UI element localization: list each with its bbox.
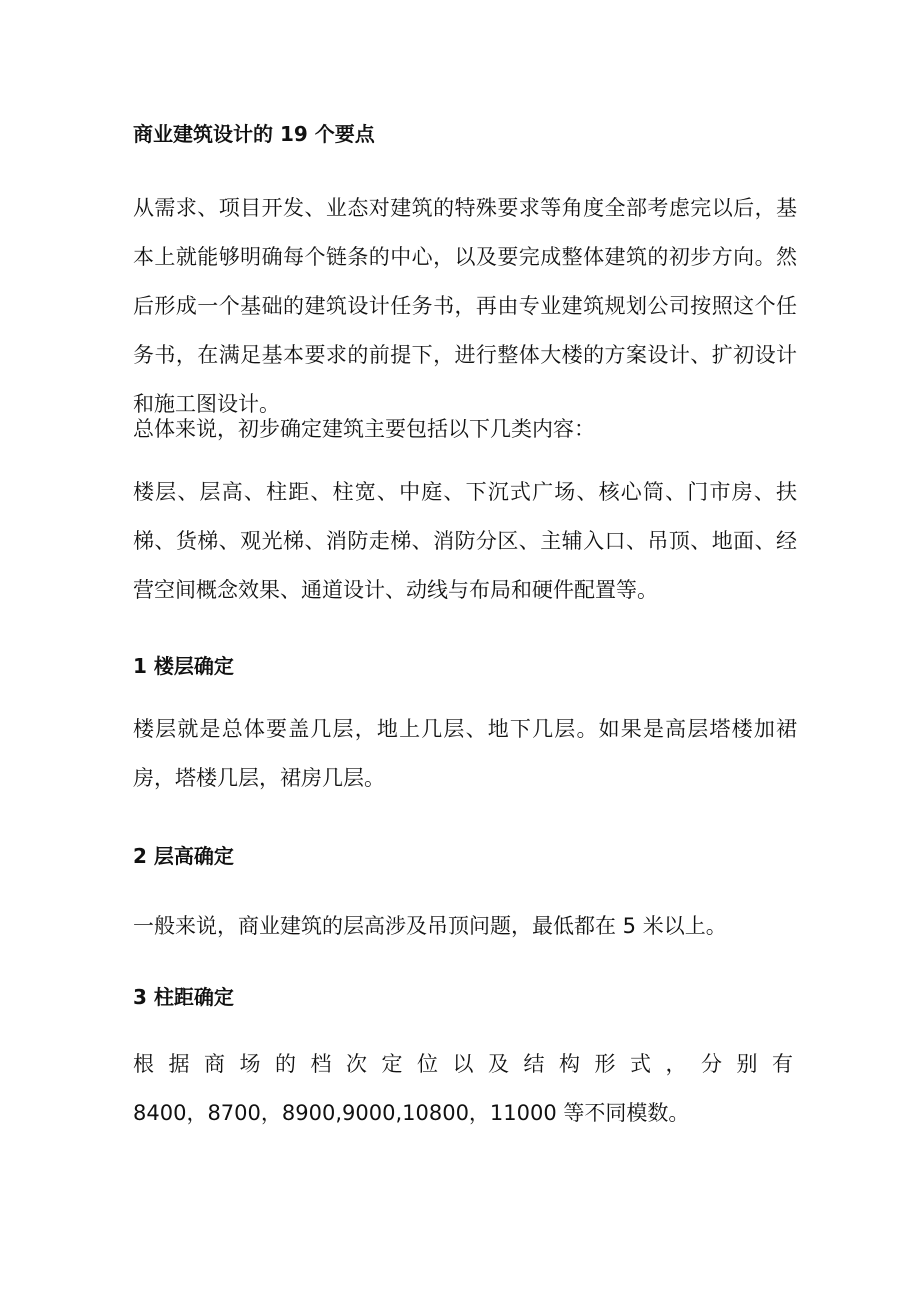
section-2-body: 一般来说，商业建筑的层高涉及吊顶问题，最低都在 5 米以上。: [133, 914, 727, 938]
section-3-body-line-2: 8400，8700，8900,9000,10800，11000 等不同模数。: [133, 1101, 690, 1125]
section-2-heading: 2 层高确定: [133, 844, 234, 868]
section-3-heading: 3 柱距确定: [133, 985, 234, 1009]
items-list-paragraph: 楼层、层高、柱距、柱宽、中庭、下沉式广场、核心筒、门市房、扶梯、货梯、观光梯、消防走梯、消防分区、主辅入口、吊顶、地面、经营空间概念效果、通道设计、动线与布局和硬件配置等。: [133, 480, 797, 602]
document-title: 商业建筑设计的 19 个要点: [133, 122, 375, 146]
section-1-heading: 1 楼层确定: [133, 654, 234, 678]
summary-paragraph: 总体来说，初步确定建筑主要包括以下几类内容：: [133, 417, 595, 441]
section-3-body-line-1: 根 据 商 场 的 档 次 定 位 以 及 结 构 形 式 ， 分 别 有: [133, 1052, 793, 1076]
intro-paragraph: 从需求、项目开发、业态对建筑的特殊要求等角度全部考虑完以后，基本上就能够明确每个链条的中心，以及要完成整体建筑的初步方向。然后形成一个基础的建筑设计任务书，再由专业建筑规划公司按照这个任务书，在满足基本要求的前提下，进行整体大楼的方案设计、扩初设计和施工图设计。: [133, 196, 797, 416]
section-1-body: 楼层就是总体要盖几层，地上几层、地下几层。如果是高层塔楼加裙房，塔楼几层，裙房几层。: [133, 717, 797, 790]
